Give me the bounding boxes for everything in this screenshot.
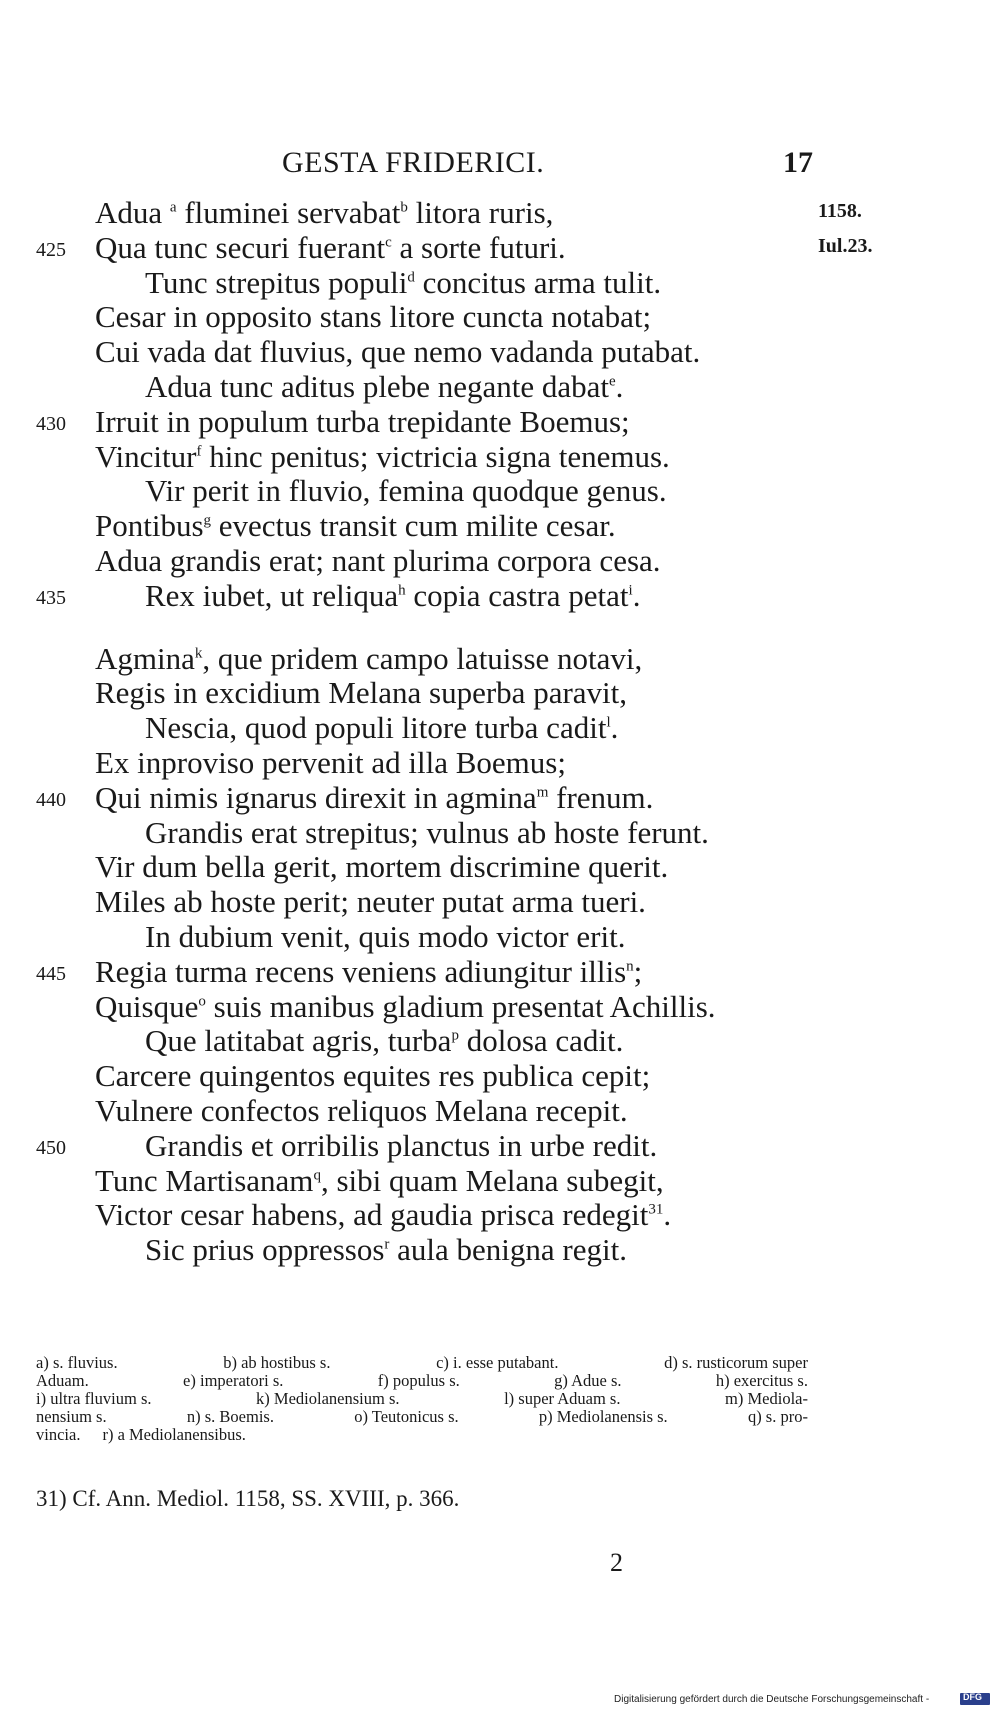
verse-text: Quisque xyxy=(95,988,199,1024)
verse-line xyxy=(145,266,661,300)
verse-text: Vir dum bella gerit, mortem discrimine querit. xyxy=(95,849,669,885)
verse-line xyxy=(95,405,630,439)
footnote-entry: b) ab hostibus s. xyxy=(223,1353,331,1372)
verse-text: Nescia, quod populi litore turba cadit xyxy=(145,710,607,746)
verse-line xyxy=(95,850,668,884)
margin-date: Iul.23. xyxy=(818,235,873,257)
verse-text: , sibi quam Melana subegit, xyxy=(320,1162,664,1198)
verse-text: Vir perit in fluvio, femina quodque genus. xyxy=(145,473,667,509)
verse-text: hinc penitus; victricia signa tenemus. xyxy=(201,438,670,474)
verse-text: Vincitur xyxy=(95,438,197,474)
footnote-line xyxy=(36,1354,808,1372)
verse-text: concitus arma tulit. xyxy=(414,264,662,300)
verse-line xyxy=(145,816,709,850)
verse-text: Miles ab hoste perit; neuter putat arma tueri. xyxy=(95,884,646,920)
digitization-credit: Digitalisierung gefördert durch die Deutsche Forschungsgemeinschaft - xyxy=(614,1694,930,1705)
footnote-marker: r xyxy=(384,1236,390,1253)
footnote-marker: l xyxy=(606,714,611,731)
verse-line xyxy=(95,1059,650,1093)
footnote-entry: g) Adue s. xyxy=(554,1371,622,1390)
footnote-marker: d xyxy=(407,269,415,286)
line-number: 450 xyxy=(36,1136,66,1159)
footnote-marker: h xyxy=(398,582,406,599)
footnote-entry: d) s. rusticorum super xyxy=(664,1353,808,1372)
critical-apparatus xyxy=(36,1354,808,1444)
footnote-entry: l) super Aduam s. xyxy=(504,1389,621,1408)
verse-line xyxy=(95,746,566,780)
verse-text: Sic prius oppressos xyxy=(145,1232,385,1268)
verse-line xyxy=(95,955,642,989)
footnote-entry: f) populus s. xyxy=(377,1371,460,1390)
verse-line xyxy=(95,335,700,369)
verse-line xyxy=(145,1024,623,1058)
verse-text: Agmina xyxy=(95,640,195,676)
verse-line xyxy=(95,1164,664,1198)
verse-text: Que latitabat agris, turba xyxy=(145,1023,452,1059)
verse-text: Qui nimis ignarus direxit in agmina xyxy=(95,779,537,815)
verse-line xyxy=(95,509,616,543)
verse-text: Qua tunc securi fuerant xyxy=(95,229,386,265)
verse-line xyxy=(145,370,623,404)
verse-line xyxy=(95,544,661,578)
footnote-marker: k xyxy=(194,645,203,662)
verse-text: litora ruris, xyxy=(407,195,554,230)
verse-line xyxy=(95,1198,671,1232)
verse-line xyxy=(145,579,640,613)
verse-text: Tunc strepitus populi xyxy=(145,264,408,300)
verse-text: Tunc Martisanam xyxy=(95,1162,314,1198)
verse-text: Adua tunc aditus plebe negante dabat xyxy=(145,369,609,404)
verse-text: . xyxy=(615,369,624,404)
verse-text: Pontibus xyxy=(95,508,204,544)
verse-text: Adua xyxy=(95,195,170,230)
footnote-entry: m) Mediola- xyxy=(725,1389,808,1408)
footnote-line xyxy=(36,1390,808,1408)
verse-line xyxy=(95,676,627,710)
footnote-marker: e xyxy=(608,373,616,390)
verse-line xyxy=(95,990,716,1024)
footnote-marker: b xyxy=(400,199,408,216)
running-title: GESTA FRIDERICI. xyxy=(282,146,545,179)
line-number: 435 xyxy=(36,586,66,609)
footnote-entry: r) a Mediolanensibus. xyxy=(102,1425,246,1444)
footnote-marker: a xyxy=(169,199,177,216)
footnote-marker: p xyxy=(451,1028,459,1045)
footnote-marker: f xyxy=(196,443,202,460)
verse-line xyxy=(145,474,667,508)
verse-text: Ex inproviso pervenit ad illa Boemus; xyxy=(95,745,566,780)
verse-text: Victor cesar habens, ad gaudia prisca redegit xyxy=(95,1197,649,1233)
verse-text: Cesar in opposito stans litore cuncta notabat; xyxy=(95,299,652,335)
line-number: 430 xyxy=(36,412,66,435)
verse-text: Rex iubet, ut reliqua xyxy=(145,577,399,613)
footnote-line xyxy=(36,1372,808,1390)
verse-line xyxy=(145,711,618,745)
dfg-logo xyxy=(960,1693,990,1705)
verse-line xyxy=(95,196,553,230)
verse-text: a sorte futuri. xyxy=(391,229,566,265)
verse-line xyxy=(95,1094,628,1128)
verse-line xyxy=(145,1233,627,1267)
footnote-marker: 31 xyxy=(648,1202,664,1219)
line-number: 440 xyxy=(36,788,66,811)
footnote-line xyxy=(36,1426,808,1444)
verse-text: Regis in excidium Melana superba paravit, xyxy=(95,675,628,711)
footnote-marker: m xyxy=(536,784,549,801)
verse-line xyxy=(95,300,651,334)
historical-citation: 31) Cf. Ann. Mediol. 1158, SS. XVIII, p. 366. xyxy=(36,1486,460,1511)
footnote-entry: n) s. Boemis. xyxy=(186,1407,274,1426)
footnote-entry: p) Mediolanensis s. xyxy=(538,1407,668,1426)
verse-text: . xyxy=(610,710,619,746)
verse-line xyxy=(95,231,566,265)
verse-text: dolosa cadit. xyxy=(458,1023,624,1059)
verse-text: fluminei servabat xyxy=(176,195,401,230)
footnote-marker: c xyxy=(385,234,392,251)
footnote-entry: Aduam. xyxy=(36,1371,89,1390)
footnote-marker: i xyxy=(628,582,633,599)
verse-line xyxy=(95,885,646,919)
verse-line xyxy=(95,440,670,474)
verse-line xyxy=(95,781,653,815)
footnote-marker: o xyxy=(198,993,206,1010)
line-number: 445 xyxy=(36,962,66,985)
verse-text: aula benigna regit. xyxy=(389,1232,627,1268)
footnote-line xyxy=(36,1408,808,1426)
verse-text: Cui vada dat fluvius, que nemo vadanda putabat. xyxy=(95,334,701,370)
verse-text: Grandis et orribilis planctus in urbe redit. xyxy=(145,1127,658,1163)
verse-line xyxy=(145,920,625,954)
verse-text: Vulnere confectos reliquos Melana recepit. xyxy=(95,1093,628,1128)
footnote-entry: k) Mediolanensium s. xyxy=(256,1389,400,1408)
footnote-entry: c) i. esse putabant. xyxy=(436,1353,559,1372)
footnote-entry: e) imperatori s. xyxy=(183,1371,284,1390)
verse-line xyxy=(145,1129,657,1163)
footnote-entry: h) exercitus s. xyxy=(715,1371,808,1390)
footnote-entry: o) Teutonicus s. xyxy=(354,1407,459,1426)
verse-text: Grandis erat strepitus; vulnus ab hoste ferunt. xyxy=(145,814,709,850)
verse-text: ; xyxy=(633,953,643,989)
footnote-marker: g xyxy=(203,512,212,529)
verse-text: suis manibus gladium presentat Achillis. xyxy=(205,988,716,1024)
verse-text: evectus transit cum milite cesar. xyxy=(211,508,616,544)
footnote-entry: i) ultra fluvium s. xyxy=(36,1389,152,1408)
footnote-entry: vincia. xyxy=(36,1425,81,1444)
page-number: 17 xyxy=(783,146,813,179)
verse-text: Carcere quingentos equites res publica cepit; xyxy=(95,1058,651,1094)
verse-text: frenum. xyxy=(548,779,654,815)
verse-text: . xyxy=(632,577,641,613)
verse-text: copia castra petat xyxy=(405,577,629,613)
footnote-entry: nensium s. xyxy=(36,1407,107,1426)
verse-text: . xyxy=(663,1197,672,1233)
verse-text: Adua grandis erat; nant plurima corpora cesa. xyxy=(95,543,661,578)
verse-text: In dubium venit, quis modo victor erit. xyxy=(145,919,626,954)
verse-text: , que pridem campo latuisse notavi, xyxy=(202,640,643,676)
verse-text: Irruit in populum turba trepidante Boemus; xyxy=(95,403,630,439)
footnote-marker: q xyxy=(313,1167,321,1184)
footnote-entry: q) s. pro- xyxy=(747,1407,808,1426)
verse-text: Regia turma recens veniens adiungitur illis xyxy=(95,953,627,989)
line-number: 425 xyxy=(36,238,66,261)
footnote-marker: n xyxy=(626,958,634,975)
footnote-entry: a) s. fluvius. xyxy=(36,1353,118,1372)
signature-mark: 2 xyxy=(610,1548,623,1577)
verse-line xyxy=(95,642,642,676)
dfg-logo-text: DFG xyxy=(963,1692,982,1702)
margin-year: 1158. xyxy=(818,200,862,222)
